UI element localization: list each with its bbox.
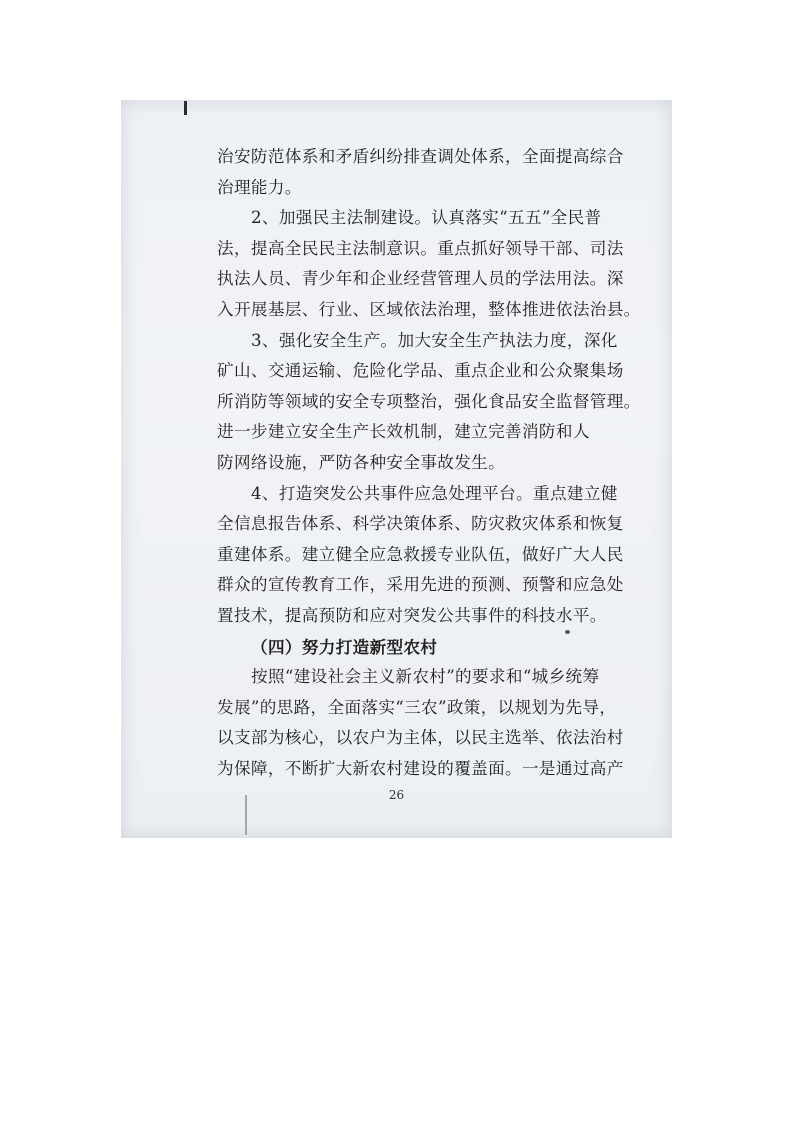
- scanned-page: [121, 100, 672, 838]
- text-line: 重建体系。建立健全应急救援专业队伍，做好广大人民: [217, 544, 624, 564]
- text-line: 以支部为核心，以农户为主体，以民主选举、依法治村: [217, 728, 624, 748]
- text-line: 治安防范体系和矛盾纠纷排查调处体系，全面提高综合: [217, 147, 624, 166]
- scan-mark: [184, 101, 187, 115]
- paragraph-start: 3、强化安全生产。加大安全生产执法力度，深化: [251, 330, 618, 350]
- text-line: 全信息报告体系、科学决策体系、防灾救灾体系和恢复: [217, 514, 624, 534]
- text-line: 进一步建立安全生产长效机制，建立完善消防和人: [217, 422, 590, 442]
- text-line: 治理能力。: [217, 177, 302, 197]
- text-line: 防网络设施，严防各种安全事故发生。: [217, 452, 506, 472]
- text-line: 为保障，不断扩大新农村建设的覆盖面。一是通过高产: [217, 758, 624, 778]
- text-line: 入开展基层、行业、区域依法治理，整体推进依法治县。: [217, 299, 641, 319]
- text-line: 群众的宣传教育工作，采用先进的预测、预警和应急处: [217, 575, 624, 595]
- text-line: 发展”的思路，全面落实“三农”政策，以规划为先导，: [217, 697, 617, 717]
- text-line: 所消防等领域的安全专项整治，强化食品安全监督管理。: [217, 391, 641, 411]
- text-line: 执法人员、青少年和企业经营管理人员的学法用法。深: [217, 269, 624, 289]
- text-line: 矿山、交通运输、危险化学品、重点企业和公众聚集场: [217, 361, 624, 381]
- paragraph-start: 2、加强民主法制建设。认真落实“五五”全民普: [251, 208, 602, 228]
- section-heading: （四）努力打造新型农村: [251, 636, 438, 657]
- body-text: [217, 142, 647, 784]
- paragraph-start: 按照“建设社会主义新农村”的要求和“城乡统筹: [251, 667, 600, 687]
- text-line: 法，提高全民民主法制意识。重点抓好领导干部、司法: [217, 238, 624, 258]
- paragraph-start: 4、打造突发公共事件应急处理平台。重点建立健: [251, 483, 618, 503]
- page-number: 26: [388, 788, 405, 802]
- text-line: 置技术，提高预防和应对突发公共事件的科技水平。: [217, 605, 607, 625]
